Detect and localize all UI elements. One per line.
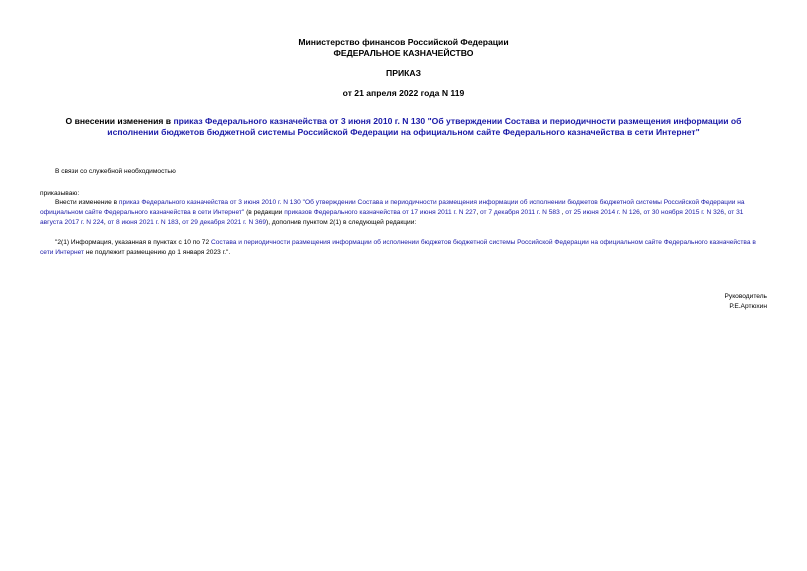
main-text-4: ,	[559, 209, 566, 216]
quote-text-2: не подлежит размещению до 1 января 2023 г.".	[84, 249, 231, 256]
title-order-link[interactable]: приказ Федерального казначейства от 3 июня 2010 г. N 130 "Об утверждении Состава и периодичности размещения информации об исполнении бюджетов бюджетной системы Российской Федерации на официальном сайте Федерального казначейства в сети Интернет"	[107, 116, 742, 137]
amendment-link-2011-583[interactable]: от 7 декабря 2011 г. N 583	[480, 209, 560, 216]
ministry-heading: Министерство финансов Российской Федерации	[298, 37, 509, 47]
amendment-link-2014-126[interactable]: от 25 июня 2014 г. N 126	[565, 209, 640, 216]
main-text-8: ,	[178, 219, 183, 226]
main-text-3: ,	[476, 209, 481, 216]
document-title	[42, 116, 765, 138]
amendment-link-2015-326[interactable]: от 30 ноября 2015 г. N 326	[643, 209, 725, 216]
main-text-5: ,	[639, 209, 644, 216]
amendment-link-2011-227[interactable]: приказов Федерального казначейства от 17 июня 2011 г. N 227	[284, 209, 477, 216]
main-text-9: ), дополнив пунктом 2(1) в следующей редакции:	[266, 219, 417, 226]
order-verb: приказываю:	[40, 190, 80, 197]
quote-composition-link[interactable]: Состава и периодичности размещения информации об исполнении бюджетов бюджетной системы Российской Федерации на официальном сайте Федерального казначейства в сети Интернет	[40, 239, 756, 256]
necessity-paragraph: В связи со служебной необходимостью	[55, 168, 176, 175]
treasury-heading: ФЕДЕРАЛЬНОЕ КАЗНАЧЕЙСТВО	[333, 48, 474, 58]
amendment-link-2017-224[interactable]: от 31 августа 2017 г. N 224	[40, 209, 744, 226]
amendment-link-2021-369[interactable]: от 29 декабря 2021 г. N 369	[182, 219, 267, 226]
quote-paragraph	[40, 238, 767, 258]
order-date: от 21 апреля 2022 года N 119	[342, 88, 465, 98]
main-text-2: (в редакции	[244, 209, 285, 216]
main-text-7: ,	[103, 219, 108, 226]
main-paragraph	[40, 198, 767, 228]
amendment-link-2021-183[interactable]: от 8 июня 2021 г. N 183	[107, 219, 179, 226]
main-order-link[interactable]: приказ Федерального казначейства от 3 июня 2010 г. N 130 "Об утверждении Состава и периодичности размещения информации об исполнении бюджетов бюджетной системы Российской Федерации на официальном сайте Федерального казначейства в сети Интернет"	[40, 199, 745, 216]
signature-role: Руководитель	[724, 293, 767, 300]
main-text-6: ,	[724, 209, 728, 216]
signature-name: Р.Е.Артюхин	[729, 303, 767, 310]
order-heading: ПРИКАЗ	[386, 68, 421, 78]
quote-text-1: "2(1) Информация, указанная в пунктах с 10 по 72	[55, 239, 211, 246]
main-text-1: Внести изменение в	[55, 199, 119, 206]
title-prefix: О внесении изменения в	[65, 116, 174, 126]
